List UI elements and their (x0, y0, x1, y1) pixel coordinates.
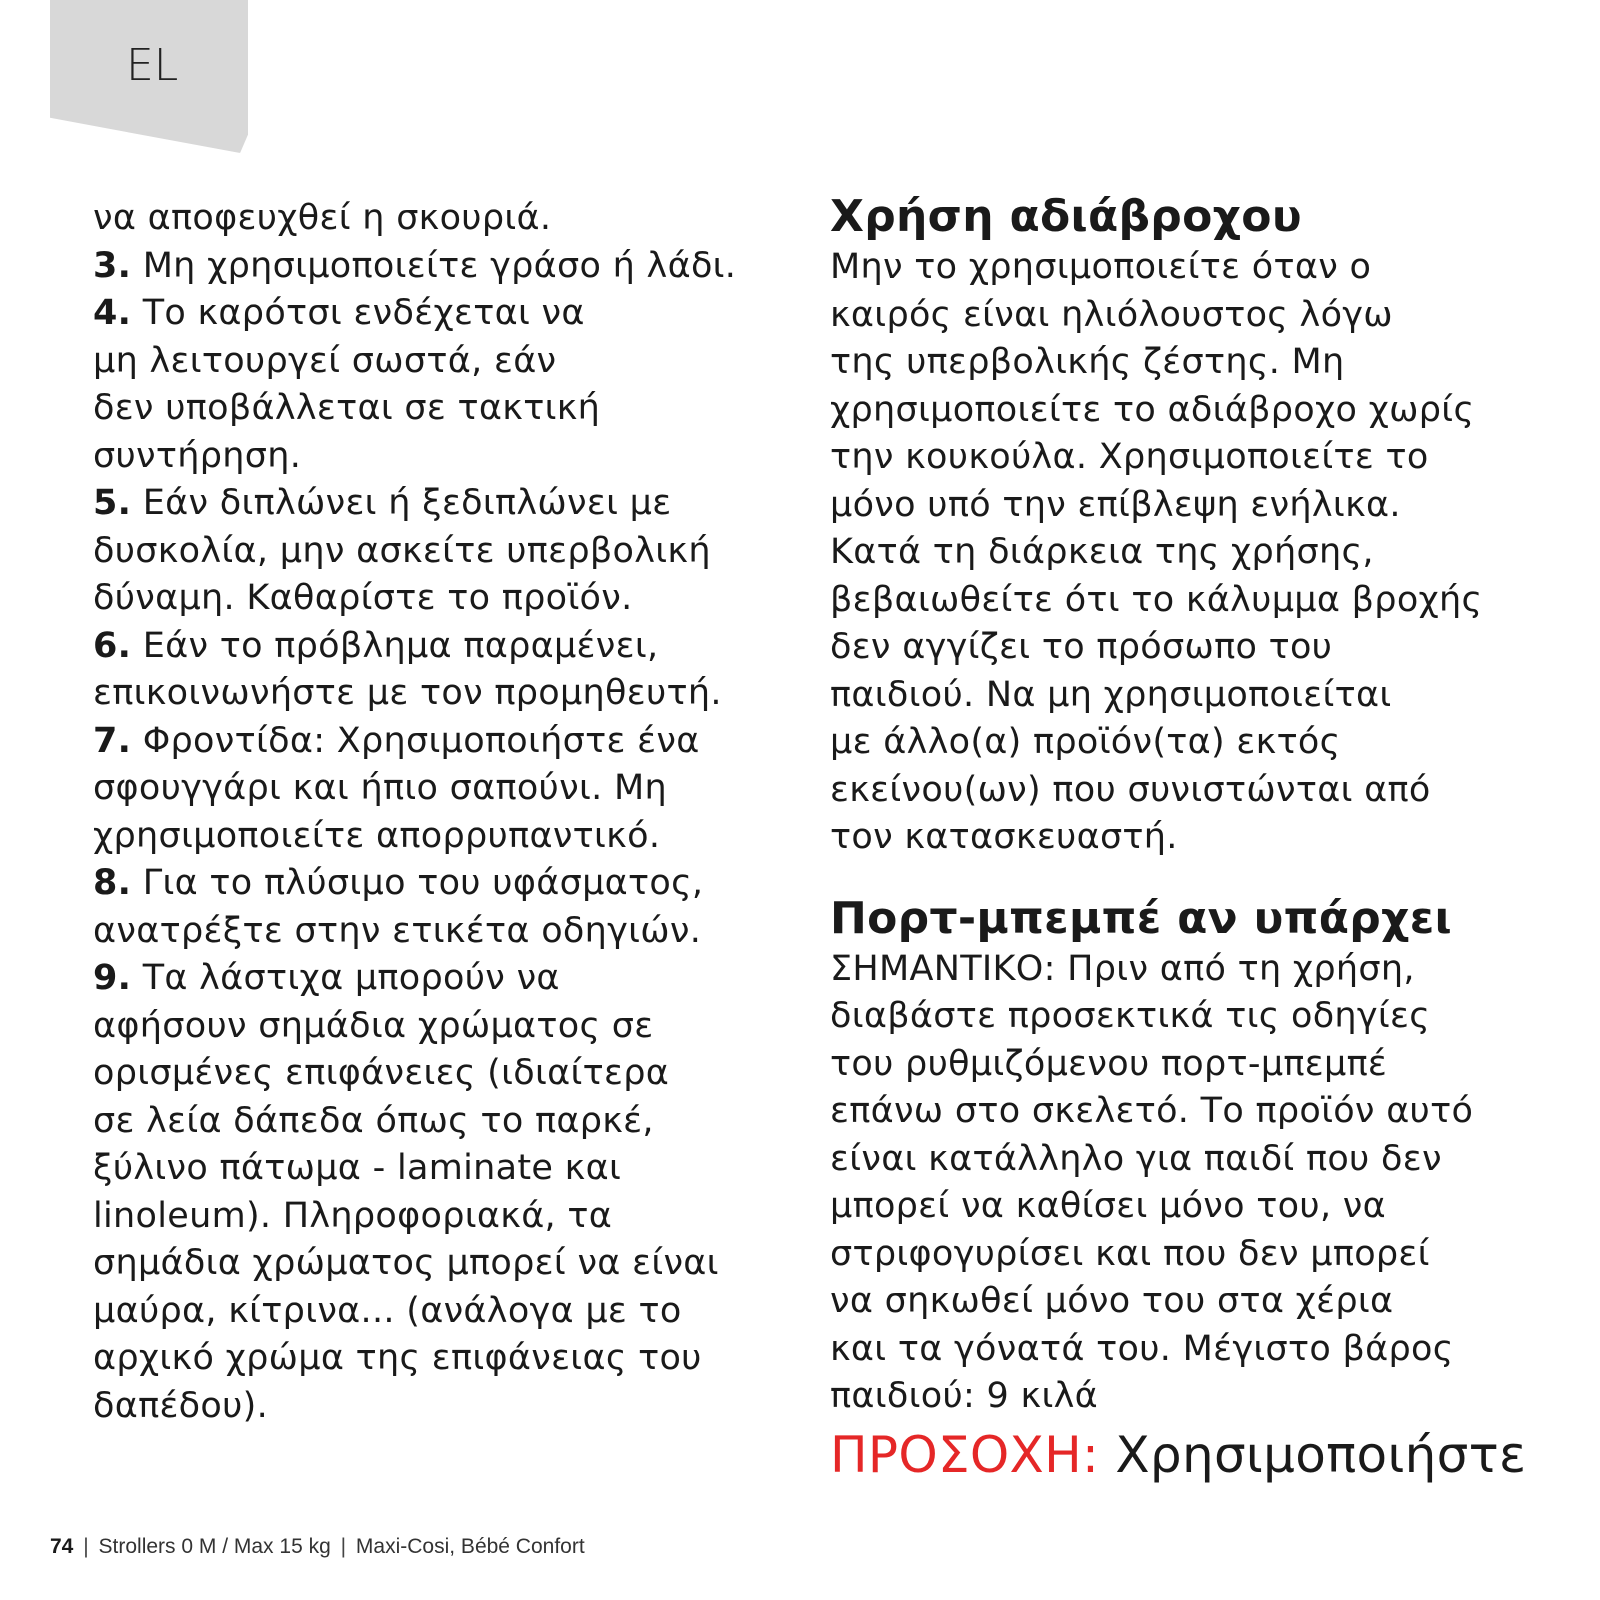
footer-product: Strollers 0 M / Max 15 kg (98, 1535, 331, 1558)
item-7-number: 7. (93, 720, 132, 761)
item-9-line-6: linoleum). Πληροφοριακά, τα (93, 1195, 613, 1236)
item-4-line-4: συντήρηση. (93, 435, 302, 476)
carrycot-line-4: επάνω στο σκελετό. Το προϊόν αυτό (830, 1091, 1474, 1131)
item-9-line-7: σημάδια χρώματος μπορεί να είναι (93, 1243, 719, 1283)
item-4-line-2: μη λειτουργεί σωστά, εάν (93, 340, 557, 381)
carrycot-line-7: στριφογυρίσει και που δεν μπορεί (830, 1233, 1430, 1274)
carrycot-line-5: είναι κατάλληλο για παιδί που δεν (830, 1138, 1442, 1179)
item-9-line-8: μαύρα, κίτρινα... (ανάλογα με το (93, 1290, 682, 1331)
raincover-line-11: με άλλο(α) προϊόν(τα) εκτός (830, 722, 1341, 762)
raincover-line-3: της υπερβολικής ζέστης. Μη (830, 342, 1345, 382)
item-6-number: 6. (93, 625, 132, 666)
carrycot-line-2: διαβάστε προσεκτικά τις οδηγίες (830, 996, 1431, 1036)
item-7-line-3: χρησιμοποιείτε απορρυπαντικό. (93, 815, 661, 856)
right-column (830, 190, 1550, 1485)
carrycot-line-8: να σηκωθεί μόνο του στα χέρια (830, 1281, 1394, 1321)
section-heading-raincover: Χρήση αδιάβροχου (830, 191, 1302, 242)
carrycot-line-10: παιδιού: 9 κιλά (830, 1376, 1098, 1416)
raincover-line-13: τον κατασκευαστή. (830, 817, 1178, 857)
item-4-line-1: 4. Το καρότσι ενδέχεται να (93, 293, 585, 333)
raincover-line-9: δεν αγγίζει το πρόσωπο του (830, 627, 1333, 667)
item-5-line-1: 5. Εάν διπλώνει ή ξεδιπλώνει με (93, 483, 672, 523)
item-5-number: 5. (93, 483, 132, 523)
carrycot-line-3: του ρυθμιζόμενου πορτ-μπεμπέ (830, 1043, 1388, 1084)
item-8-line-2: ανατρέξτε στην ετικέτα οδηγιών. (93, 910, 702, 951)
item-8-line-1: 8. Για το πλύσιμο του υφάσματος, (93, 863, 704, 903)
item-9-line-4: σε λεία δάπεδα όπως το παρκέ, (93, 1100, 654, 1141)
item-3-line-1: 3. Μη χρησιμοποιείτε γράσο ή λάδι. (93, 245, 737, 286)
item-9-line-10: δαπέδου). (93, 1385, 269, 1426)
language-code: EL (126, 40, 179, 91)
item-8-number: 8. (93, 863, 132, 903)
item-5-line-2: δυσκολία, μην ασκείτε υπερβολική (93, 530, 711, 571)
item-9-line-9: αρχικό χρώμα της επιφάνειας του (93, 1338, 702, 1378)
raincover-line-8: βεβαιωθείτε ότι το κάλυμμα βροχής (830, 579, 1483, 620)
page-number: 74 (50, 1535, 74, 1558)
carrycot-line-6: μπορεί να καθίσει μόνο του, να (830, 1186, 1387, 1226)
item-4-line-3: δεν υποβάλλεται σε τακτική (93, 388, 601, 428)
raincover-line-6: μόνο υπό την επίβλεψη ενήλικα. (830, 484, 1401, 525)
raincover-line-12: εκείνου(ων) που συνιστώνται από (830, 769, 1431, 810)
item-7-line-2: σφουγγάρι και ήπιο σαπούνι. Μη (93, 768, 667, 808)
item-6-line-2: επικοινωνήστε με τον προμηθευτή. (93, 673, 722, 713)
warning-line (830, 1425, 1550, 1485)
item-4-number: 4. (93, 293, 132, 333)
item-9-line-3: ορισμένες επιφάνειες (ιδιαίτερα (93, 1053, 670, 1093)
carrycot-line-1: ΣΗΜΑΝΤΙΚΟ: Πριν από τη χρήση, (830, 948, 1415, 989)
item-9-number: 9. (93, 958, 132, 998)
raincover-line-1: Μην το χρησιμοποιείτε όταν ο (830, 247, 1372, 287)
left-column (93, 195, 783, 1430)
carrycot-line-9: και τα γόνατά του. Μέγιστο βάρος (830, 1328, 1454, 1369)
raincover-line-7: Κατά τη διάρκεια της χρήσης, (830, 532, 1374, 572)
footer-brands: Maxi-Cosi, Bébé Confort (355, 1535, 585, 1558)
page-footer (50, 1535, 585, 1559)
section-spacer (830, 862, 1550, 892)
footer-separator-2: | (340, 1535, 347, 1558)
item-5-line-3: δύναμη. Καθαρίστε το προϊόν. (93, 578, 633, 618)
raincover-line-5: την κουκούλα. Χρησιμοποιείτε το (830, 437, 1429, 477)
warning-text: Χρησιμοποιήστε (1115, 1425, 1527, 1484)
item-9-line-1: 9. Τα λάστιχα μπορούν να (93, 958, 560, 998)
item-6-line-1: 6. Εάν το πρόβλημα παραμένει, (93, 625, 659, 666)
warning-label: ΠΡΟΣΟΧΗ: (830, 1425, 1100, 1484)
item-9-line-5: ξύλινο πάτωμα - laminate και (93, 1148, 622, 1188)
raincover-line-4: χρησιμοποιείτε το αδιάβροχο χωρίς (830, 389, 1475, 430)
continuation-line: να αποφευχθεί η σκουριά. (93, 198, 552, 238)
item-7-line-1: 7. Φροντίδα: Χρησιμοποιήστε ένα (93, 720, 700, 761)
item-9-line-2: αφήσουν σημάδια χρώματος σε (93, 1005, 654, 1046)
raincover-line-2: καιρός είναι ηλιόλουστος λόγω (830, 294, 1393, 335)
section-heading-carrycot: Πορτ-μπεμπέ αν υπάρχει (830, 892, 1452, 944)
footer-separator: | (83, 1535, 89, 1558)
raincover-line-10: παιδιού. Να μη χρησιμοποιείται (830, 674, 1392, 715)
item-3-number: 3. (93, 245, 132, 286)
